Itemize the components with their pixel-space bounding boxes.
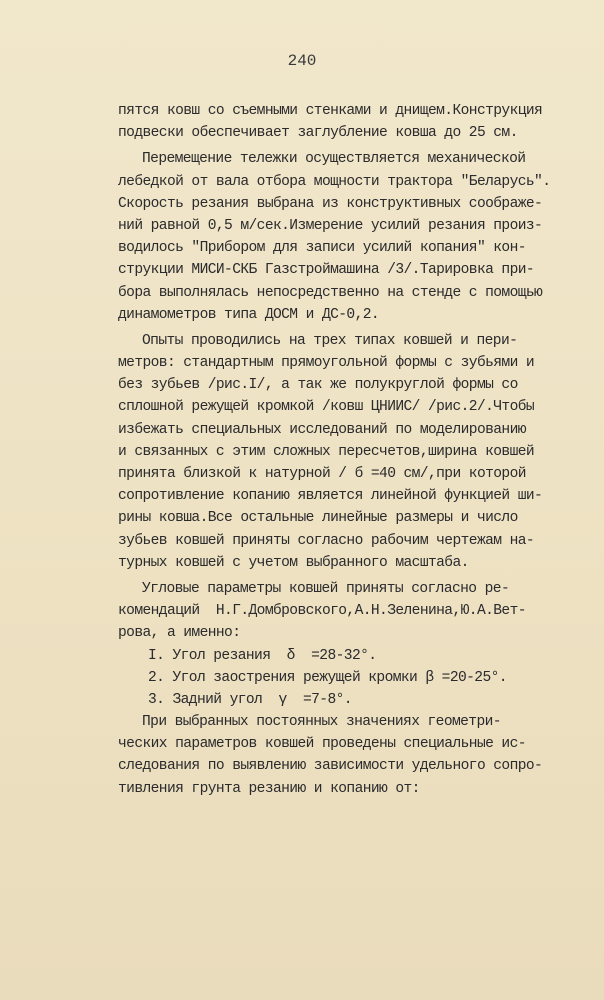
paragraph-2 — [118, 148, 551, 326]
text-line: сплошной режущей кромкой /ковш ЦНИИС/ /рис.2/.Чтобы — [118, 399, 535, 416]
text-line: Скорость резания выбрана из конструктивных соображе- — [118, 195, 543, 212]
angle-parameters-list — [118, 645, 538, 712]
text-line: ний равной 0,5 м/сек.Измерение усилий резания произ- — [118, 217, 543, 234]
list-item: I. Угол резания δ =28-32°. — [148, 647, 377, 664]
paragraph-6 — [118, 711, 543, 800]
text-line: метров: стандартным прямоугольной формы с зубьями и — [118, 355, 535, 372]
document-body — [118, 100, 551, 800]
text-line: При выбранных постоянных значениях геометри- — [142, 714, 501, 731]
text-line: турных ковшей с учетом выбранного масштаба. — [118, 554, 469, 571]
text-line: избежать специальных исследований по моделированию — [118, 421, 526, 438]
text-line: Перемещение тележки осуществляется механической — [142, 151, 526, 168]
text-line: динамометров типа ДОСМ и ДС-0,2. — [118, 306, 380, 323]
text-line: Опыты проводились на трех типах ковшей и пери- — [142, 332, 518, 349]
paragraph-1 — [118, 100, 543, 144]
text-line: и связанных с этим сложных пересчетов,ширина ковшей — [118, 443, 535, 460]
list-item: 2. Угол заострения режущей кромки β =20-25°. — [148, 669, 507, 686]
text-line: подвески обеспечивает заглубление ковша до 25 см. — [118, 125, 518, 142]
text-line: водилось "Прибором для записи усилий копания" кон- — [118, 240, 526, 257]
paragraph-3 — [118, 330, 543, 574]
page-number: 240 — [287, 52, 317, 70]
text-line: принята близкой к натурной / б =40 см/,при которой — [118, 466, 526, 482]
list-item: 3. Задний угол γ =7-8°. — [148, 691, 352, 708]
text-line: бора выполнялась непосредственно на стенде с помощью — [118, 284, 543, 301]
text-line: лебедкой от вала отбора мощности трактора "Беларусь". — [118, 173, 551, 190]
text-line: комендаций Н.Г.Домбровского,А.Н.Зеленина,Ю.А.Вет- — [118, 603, 526, 620]
text-line: следования по выявлению зависимости удельного сопро- — [118, 758, 543, 775]
text-line: рины ковша.Все остальные линейные размеры и число — [118, 510, 518, 527]
text-line: тивления грунта резанию и копанию от: — [118, 780, 420, 797]
text-line: ческих параметров ковшей проведены специальные ис- — [118, 736, 526, 753]
text-line: рова, а именно: — [118, 625, 241, 642]
text-line: сопротивление копанию является линейной функцией ши- — [118, 488, 543, 505]
text-line: струкции МИСИ-СКБ Газстроймашина /3/.Тарировка при- — [118, 262, 535, 279]
text-line: зубьев ковшей приняты согласно рабочим чертежам на- — [118, 532, 535, 549]
text-line: пятся ковш со съемными стенками и днищем.Конструкция — [118, 103, 543, 119]
paragraph-4 — [118, 578, 538, 645]
text-line: Угловые параметры ковшей приняты согласно ре- — [142, 580, 510, 597]
text-line: без зубьев /рис.I/, а так же полукруглой формы со — [118, 377, 518, 394]
